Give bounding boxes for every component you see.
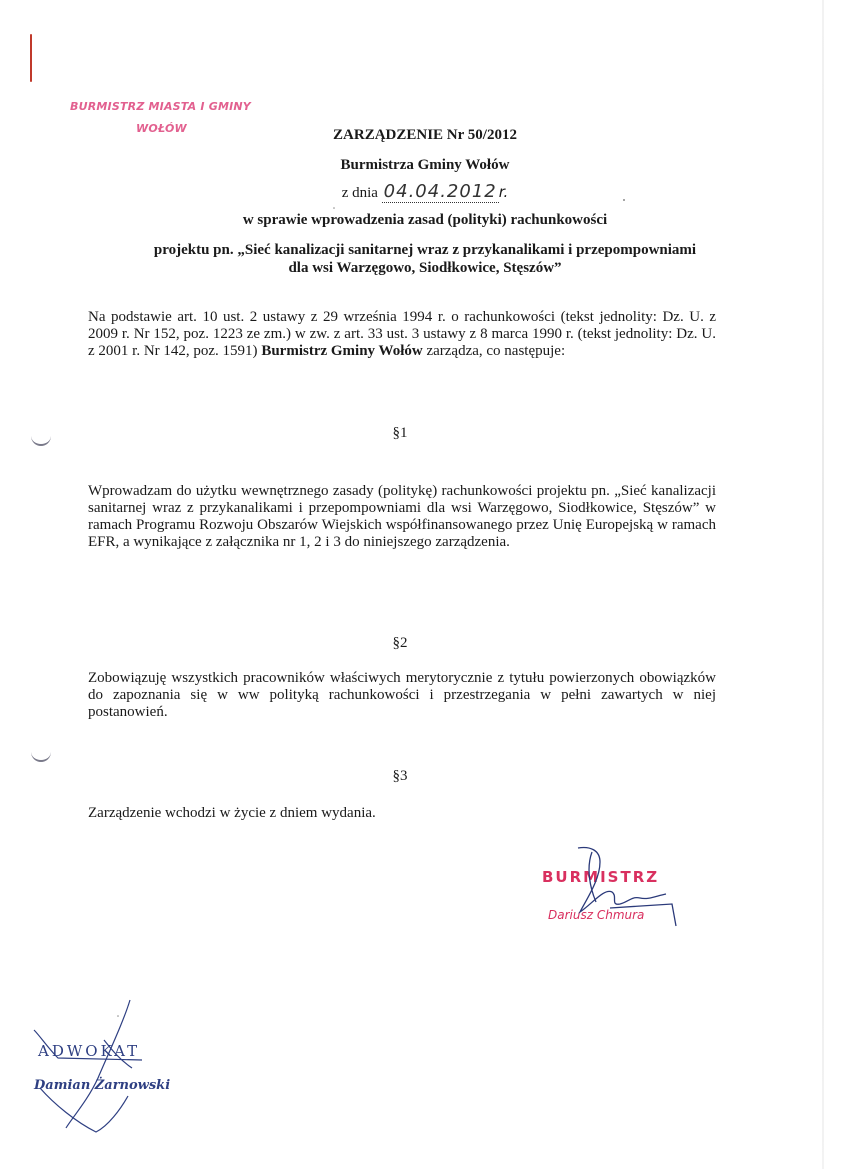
lawyer-stamp-name: Damian Żarnowski [34, 1078, 171, 1093]
preamble-ending: zarządza, co następuje: [426, 343, 566, 359]
document-issuer: Burmistrza Gminy Wołów [340, 157, 510, 173]
section-mark-3: §3 [392, 768, 408, 784]
lawyer-signature [34, 1000, 142, 1132]
section-3-text: Zarządzenie wchodzi w życie z dniem wydania. [88, 805, 376, 821]
mayor-stamp-name: Dariusz Chmura [548, 908, 645, 922]
preamble-text: Na podstawie art. 10 ust. 2 ustawy z 29 września 1994 r. o rachunkowości (tekst jednolity: Dz. U. z 2009 r. Nr 152, poz. 1223 ze zm.) w zw. z art. 33 ust. 3 ustawy z 8 marca 1990 r. (tekst jednolity: Dz. U. z 2001 r. Nr 142, poz. 1591) [88, 309, 716, 359]
office-stamp-line2: WOŁÓW [136, 122, 187, 135]
document-subject: w sprawie wprowadzenia zasad (polityki) rachunkowości [242, 212, 608, 228]
section-mark-1: §1 [392, 425, 408, 441]
lawyer-stamp-title: ADWOKAT [38, 1042, 141, 1060]
office-stamp-line1: BURMISTRZ MIASTA I GMINY [70, 100, 251, 113]
preamble-issuer: Burmistrz Gminy Wołów [261, 343, 423, 359]
punch-hole-mark [31, 748, 51, 762]
red-pen-mark [30, 34, 32, 82]
date-suffix: r. [498, 183, 509, 201]
mayor-stamp-title: BURMISTRZ [542, 868, 660, 886]
page-edge-shadow [822, 0, 824, 1169]
document-date [0, 181, 850, 203]
section-mark-2: §2 [392, 635, 408, 651]
project-name-line1: projektu pn. „Sieć kanalizacji sanitarnej wraz z przykanalikami i przepompowniami [153, 242, 697, 258]
section-1-text: Wprowadzam do użytku wewnętrznego zasady (politykę) rachunkowości projektu pn. „Sieć kanalizacji sanitarnej wraz z przykanalikami i przepompowniami dla wsi Warzęgowo, Siodłkowice, Stęszów” w ramach Programu Rozwoju Obszarów Wiejskich współfinansowanego przez Unię Europejską w ramach EFR, a wynikające z załącznika nr 1, 2 i 3 do niniejszego zarządzenia. [88, 483, 716, 550]
preamble-paragraph [88, 309, 716, 360]
section-2-text: Zobowiązuję wszystkich pracowników właściwych merytorycznie z tytułu powierzonych obowiązków do zapoznania się w ww polityką rachunkowości i przestrzegania w pełni zawartych w niej postanowień. [88, 670, 716, 720]
project-name-line2: dla wsi Warzęgowo, Siodłkowice, Stęszów” [288, 260, 562, 276]
date-prefix: z dnia [341, 185, 378, 201]
date-handwritten: 04.04.2012 [383, 181, 497, 202]
document-title: ZARZĄDZENIE Nr 50/2012 [333, 127, 517, 143]
